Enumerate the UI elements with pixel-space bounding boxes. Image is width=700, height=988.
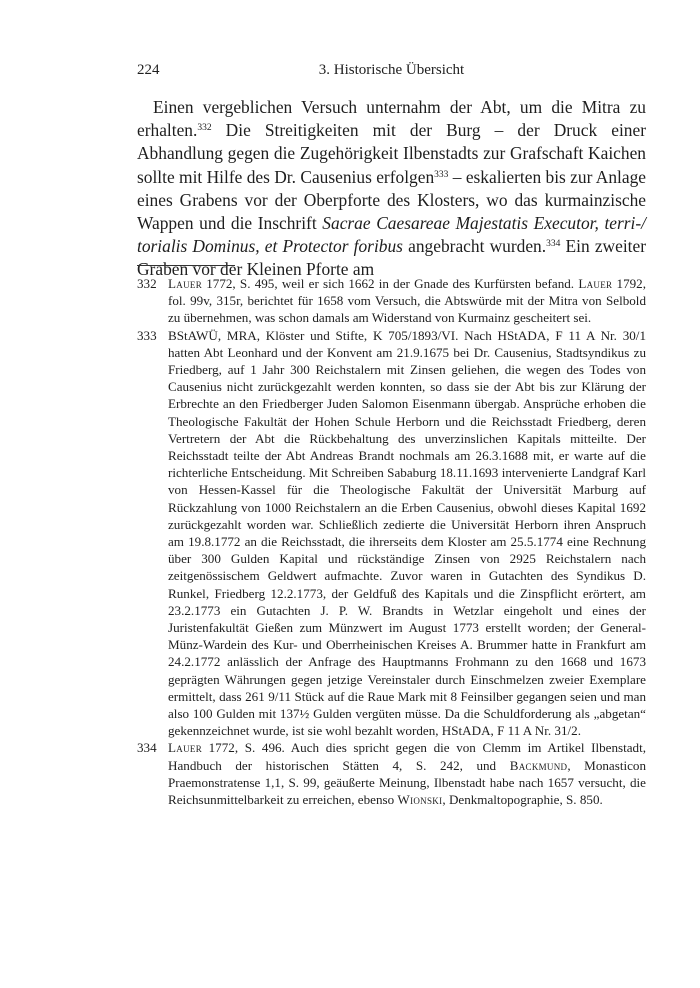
body-text-segment: angebracht wurden. xyxy=(402,236,547,257)
footnote-text-segment: 1772, S. 495, weil er sich 1662 in der Gnade des Kurfürsten befand. xyxy=(202,276,579,291)
body-text-segment: Die Streitigkeiten mit der Burg – der Druck einer Abhandlung gegen die Zugehörigkeit Ilbenstadts zur Grafschaft Kaichen sollte mit Hilfe des Dr. Causenius erfolgen xyxy=(137,120,646,187)
footnote-text xyxy=(168,275,646,327)
footnote-332 xyxy=(137,275,646,327)
footnote-text-segment: 1792, fol. 99v, 315r, berichtet für 1658 vom Versuch, die Abtswürde mit der Mitra von Selbold zu übernehmen, was schon damals am Widerstand von Kurmainz gescheitert sei. xyxy=(168,276,647,326)
footnote-separator xyxy=(137,265,235,266)
body-paragraph xyxy=(137,96,646,282)
footnote-reference-334[interactable]: 334 xyxy=(546,239,561,250)
author-name: Lauer xyxy=(168,276,202,291)
running-head: 3. Historische Übersicht xyxy=(318,62,465,78)
author-name: Wionski xyxy=(397,792,443,808)
author-name: Lauer xyxy=(168,740,202,756)
body-text-segment: Einen vergeblichen Versuch unternahm der Abt, um die Mitra zu erhalten. xyxy=(137,97,646,141)
body-text-segment: Ein zweiter Graben vor der Kleinen Pforte am xyxy=(137,236,647,280)
author-name: Backmund xyxy=(509,757,568,773)
page-number: 224 xyxy=(137,62,160,78)
footnote-number: 334 xyxy=(137,740,157,756)
footnote-text-segment: 1772, S. 496. Auch dies spricht gegen die von Clemm im Artikel Ilbenstadt, Handbuch der historischen Stätten 4, S. 242, und xyxy=(168,740,646,773)
body-text-segment: – eskalierten bis zur Anlage eines Grabens vor der Oberpforte des Klosters, wo das kurmainzische Wappen und die Inschrift xyxy=(137,166,646,234)
author-name: Lauer xyxy=(578,276,613,291)
footnote-reference-332[interactable]: 332 xyxy=(197,123,212,134)
footnote-text-segment: , Monasticon Praemonstratense 1,1, S. 99, geäußerte Meinung, Ilbenstadt habe nach 1657 versucht, die Reichsunmittelbarkeit zu erreichen, ebenso xyxy=(168,757,646,808)
footnote-reference-333[interactable]: 333 xyxy=(434,169,449,180)
footnote-text xyxy=(168,739,646,808)
footnote-text-segment: , Denkmaltopographie, S. 850. xyxy=(442,792,603,808)
footnote-334 xyxy=(137,739,646,808)
footnote-number: 333 xyxy=(137,327,157,343)
footnote-text: BStAWÜ, MRA, Klöster und Stifte, K 705/1893/VI. Nach HStADA, F 11 A Nr. 30/1 hatten Abt Leonhard und der Konvent am 21.9.1675 bei Dr. Causenius, Stadtsyndikus zu Friedberg, auf 1 Jahr 300 Reichstalern mit Zinsen geliehen, die wegen des Todes von Causenius nicht zurückgezahlt werden konnten, so dass sie der Abt bis zur Klärung der Erbrechte an den Friedberger Juden Salomon Eisenmann übergab. Ansprüche erhoben die Theologische Fakultät der Hohen Schule Herborn und die Reichsstadt Friedberg, deren Vertretern der Abt die Rückbehaltung des unverzinslichen Kapitals mitteilte. Der Reichsstadt teilte der Abt Andreas Brandt nochmals am 26.3.1688 mit, er warte auf die richterliche Entscheidung. Mit Schreiben Sababurg 18.11.1693 intervenierte Landgraf Karl von Hessen-Kassel für die Theologische Fakultät der Universität Marburg auf Rückzahlung von 1000 Reichstalern an die Erben Causenius, obwohl dieses Kapital 1692 zurückgezahlt worden war. Schließlich zedierte die Universität Herborn ihren Anspruch am 19.8.1772 an die Reichsstadt, die ihrerseits dem Kloster am 25.5.1774 eine Rechnung über 300 Gulden Kapital und rückständige Zinsen von 2925 Reichstalern nach zeitgenössischem Geldwert aufmachte. Zuvor waren in Gutachten des Syndikus D. Runkel, Friedberg 12.2.1773, der Geldfuß des Kapitals und die Zinspflicht erörtert, am 23.2.1773 ein Gutachten J. P. W. Brandts in Wetzlar eingeholt und eines der Juristenfakultät Gießen zum Münzwert im August 1773 erstellt worden; der General-Münz-Wardein des Kur- und Oberrheinischen Kreises A. Brummer hatte in Frankfurt am 24.2.1772 anlässlich der Anfrage des Hauptmanns Frohmann zu den 1668 und 1673 geprägten Währungen gegen jetzige Vereinstaler durch Einschmelzen zweier Exemplare ermittelt, dass 261 9/11 Stück auf die Raue Mark mit 8 Feinsilber gegangen seien und man also 100 Gulden mit 137½ Gulden vergüten müsse. Da die Schuldforderung als „abgetan“ gekennzeichnet wurde, ist sie wohl bezahlt worden, HStADA, F 11 A Nr. 31/2. xyxy=(168,327,646,739)
footnotes-list xyxy=(137,275,646,808)
inscription-text: Sacrae Caesareae Majestatis Executor, terri-/ torialis Dominus, et Protector foribus xyxy=(137,213,646,257)
footnote-333 xyxy=(137,327,646,740)
footnote-number: 332 xyxy=(137,276,157,291)
